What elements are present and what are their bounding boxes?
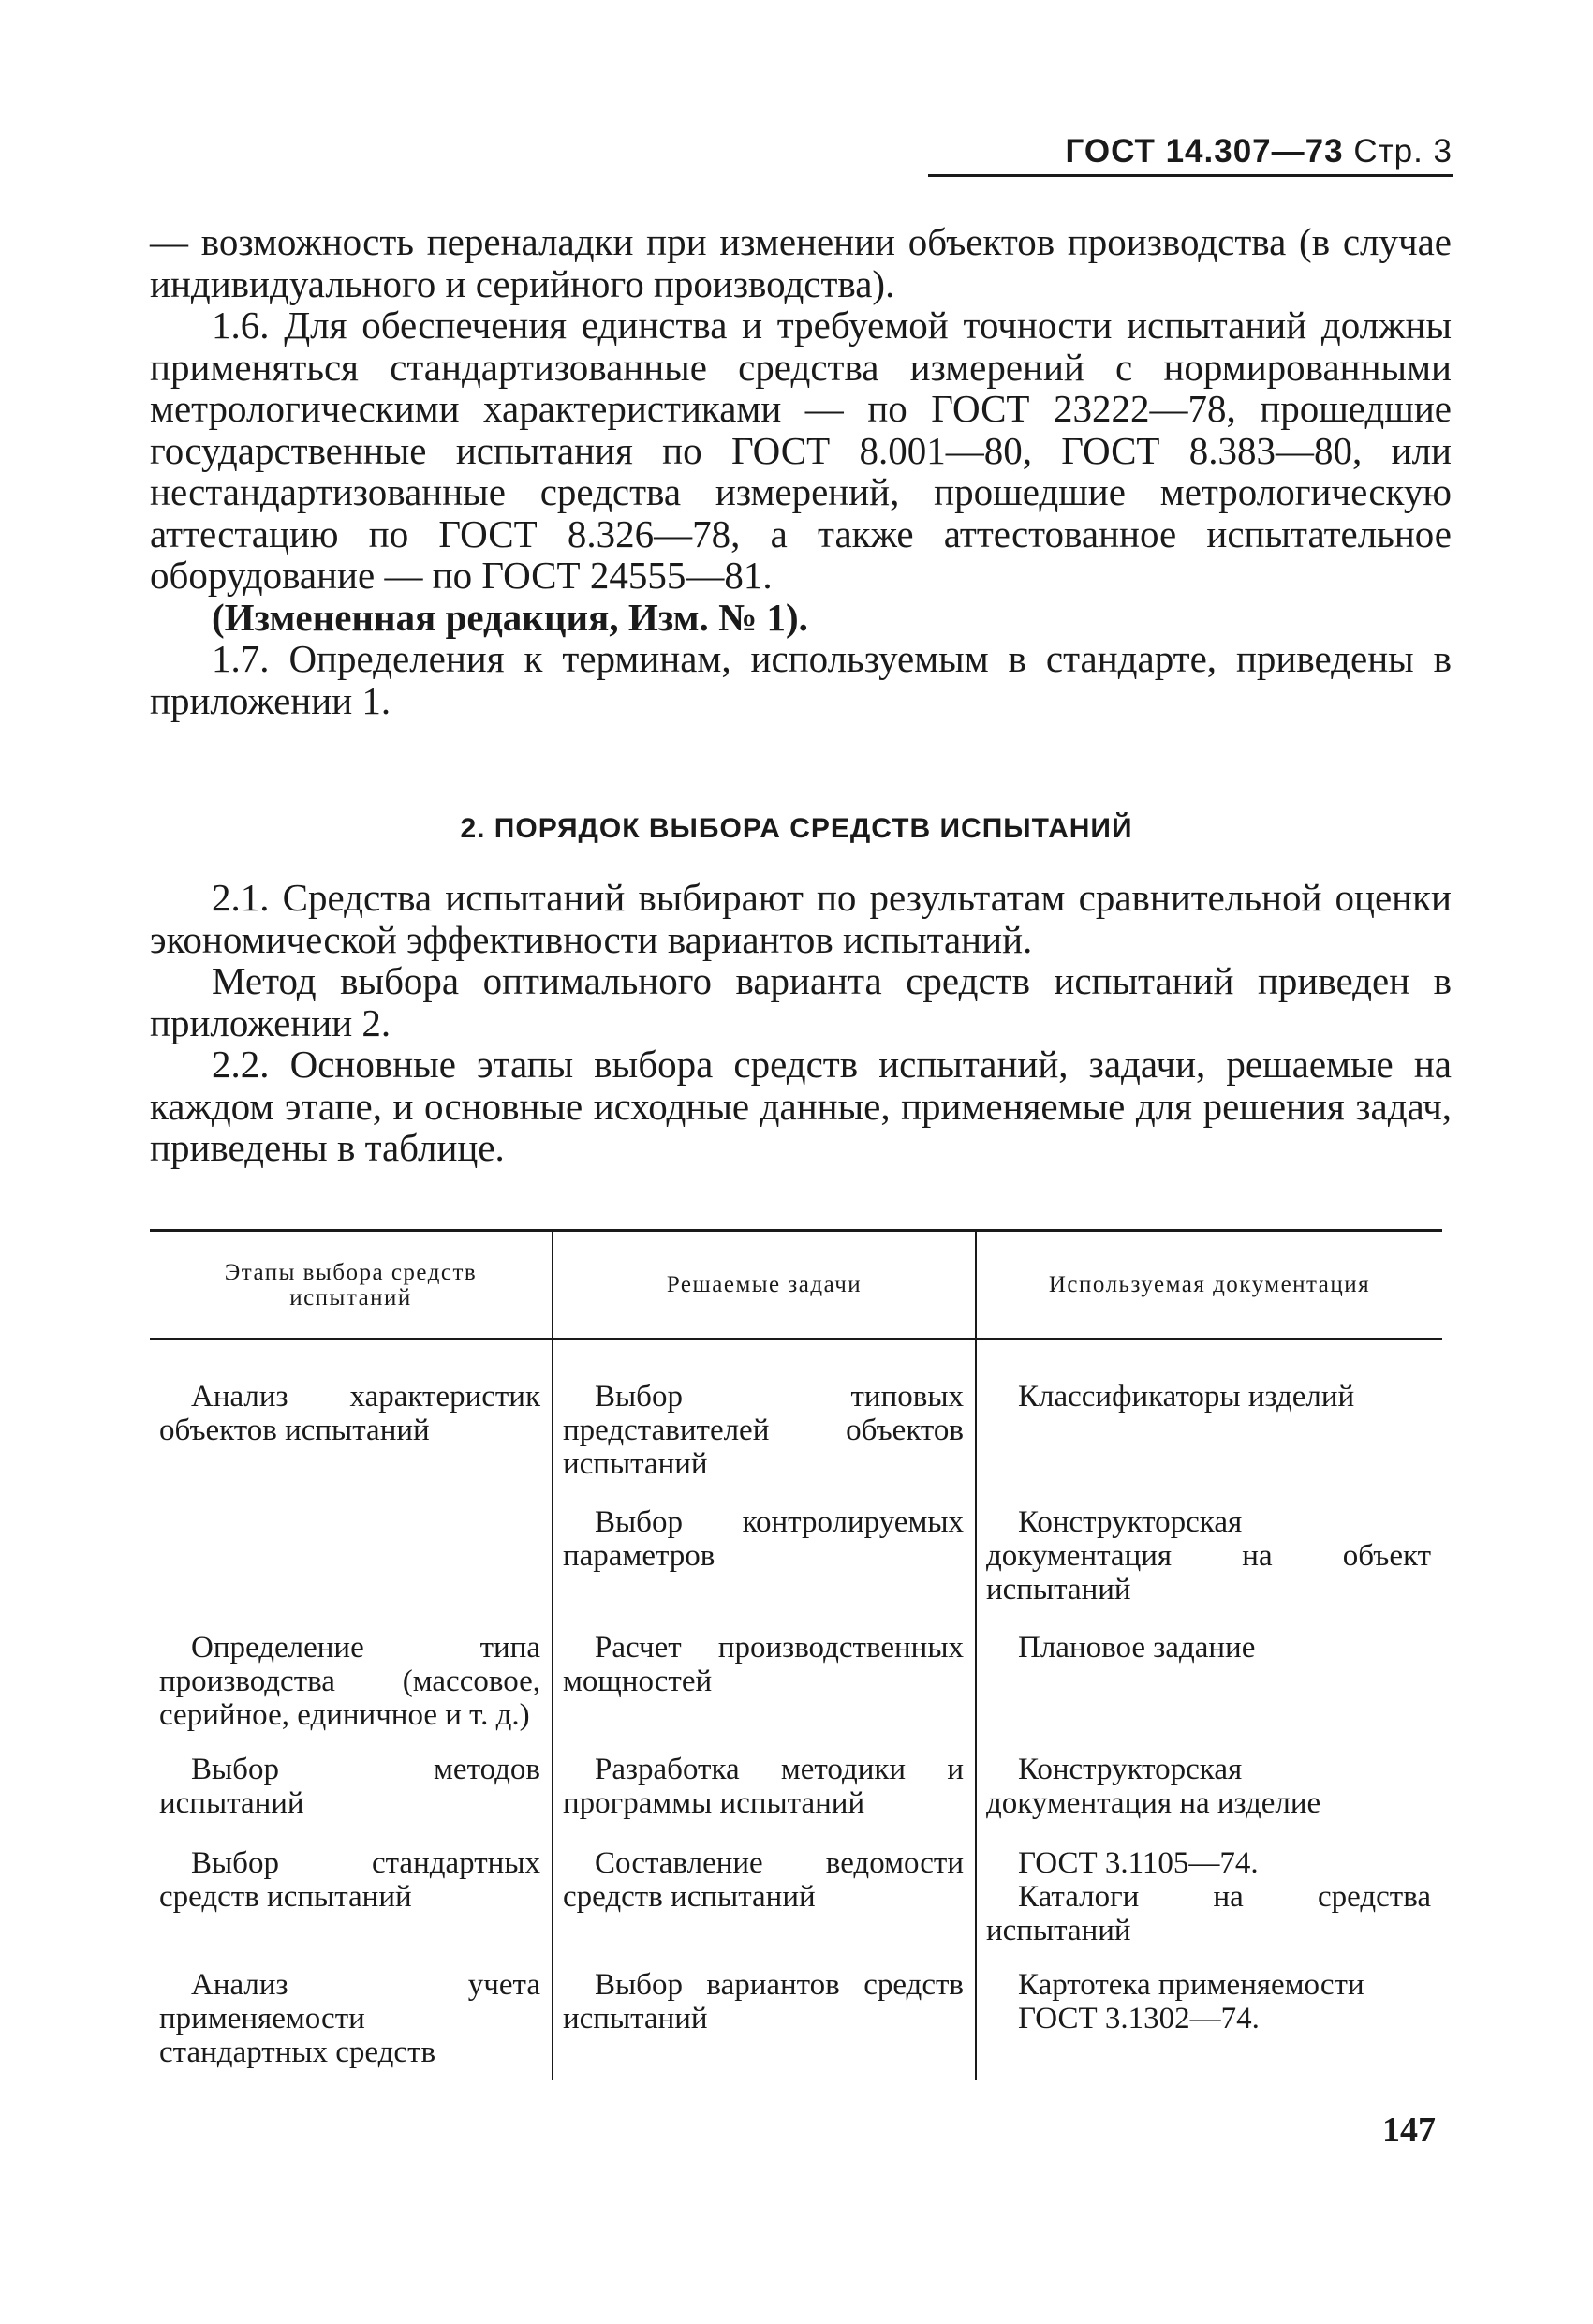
- task-text: Выбор типовых представителей объектов испытаний: [563, 1380, 964, 1481]
- column-header-stages: Этапы выбора средств испытаний: [224, 1259, 478, 1310]
- paragraph-1-7: 1.7. Определения к терминам, используемым в стандарте, приведены в приложении 1.: [150, 637, 1452, 722]
- column-header-documentation: Используемая документация: [976, 1231, 1442, 1340]
- stage-text: Анализ характеристик объектов испытаний: [159, 1380, 540, 1447]
- task-cell: [553, 1846, 976, 1968]
- task-text: Выбор контролируемых параметров: [563, 1505, 964, 1573]
- stage-cell: [150, 1631, 553, 1753]
- stage-text: Выбор стандартных средств испытаний: [159, 1846, 540, 1914]
- page-header: [928, 133, 1453, 177]
- task-cell: [553, 1340, 976, 1506]
- table-header-row: [150, 1231, 1442, 1340]
- doc-text: Конструкторская документация на изделие: [986, 1753, 1321, 1820]
- stage-text: Выбор методов испытаний: [159, 1753, 540, 1820]
- column-header-tasks: Решаемые задачи: [553, 1231, 976, 1340]
- body-text-section: [150, 877, 1452, 1169]
- stage-text: Определение типа производства (массовое, серийное, единичное и т. д.): [159, 1631, 540, 1732]
- doc-cell: [976, 1968, 1442, 2080]
- doc-text: ГОСТ 3.1105—74.: [1018, 1846, 1259, 1880]
- task-cell: [553, 1505, 976, 1631]
- doc-cell: [976, 1846, 1442, 1968]
- table-row: [150, 1968, 1442, 2080]
- doc-text-extra: ГОСТ 3.1302—74.: [1018, 2002, 1260, 2035]
- paragraph-amendment: (Измененная редакция, Изм. № 1).: [212, 595, 808, 639]
- paragraph-2-1: 2.1. Средства испытаний выбирают по результатам сравнительной оценки экономической эффективности вариантов испытаний.: [150, 876, 1452, 961]
- paragraph-2-2: 2.2. Основные этапы выбора средств испытаний, задачи, решаемые на каждом этапе, и основные исходные данные, применяемые для решения задач, приведены в таблице.: [150, 1043, 1452, 1169]
- doc-cell: [976, 1631, 1442, 1753]
- doc-cell: [976, 1753, 1442, 1846]
- task-cell: [553, 1631, 976, 1753]
- table-row: [150, 1753, 1442, 1846]
- doc-cell: [976, 1340, 1442, 1506]
- task-text: Разработка методики и программы испытаний: [563, 1753, 964, 1820]
- doc-text-extra: Каталоги на средства испытаний: [986, 1880, 1431, 1947]
- doc-text: Картотека применяемости: [1018, 1968, 1364, 2002]
- section-title: 2. ПОРЯДОК ВЫБОРА СРЕДСТВ ИСПЫТАНИЙ: [460, 813, 1133, 844]
- selection-stages-table: [150, 1229, 1442, 2080]
- doc-text: Конструкторская документация на объект испытаний: [986, 1505, 1431, 1606]
- task-text: Выбор вариантов средств испытаний: [563, 1968, 964, 2035]
- stage-cell: [150, 1968, 553, 2080]
- stage-cell: [150, 1505, 553, 1631]
- table-row: [150, 1631, 1442, 1753]
- body-text-top: [150, 221, 1452, 721]
- task-text: Расчет производственных мощностей: [563, 1631, 964, 1698]
- stage-text: Анализ учета применяемости стандартных средств: [159, 1968, 540, 2069]
- paragraph-capability: — возможность переналадки при изменении объектов производства (в случае индивидуального и серийного производства).: [150, 220, 1452, 305]
- table-row: [150, 1340, 1442, 1506]
- task-cell: [553, 1753, 976, 1846]
- stage-cell: [150, 1753, 553, 1846]
- doc-cell: [976, 1505, 1442, 1631]
- doc-text: Классификаторы изделий: [1018, 1380, 1355, 1414]
- page-number: 147: [1382, 2110, 1436, 2150]
- table-row: [150, 1846, 1442, 1968]
- table-row: [150, 1505, 1442, 1631]
- header-standard: ГОСТ 14.307—73: [1065, 133, 1344, 170]
- stage-cell: [150, 1340, 553, 1506]
- header-page-label: Стр. 3: [1353, 133, 1453, 170]
- paragraph-1-6: 1.6. Для обеспечения единства и требуемой точности испытаний должны применяться стандартизованные средства измерений с нормированными метрологическими характеристиками — по ГОСТ 23222—78, прошедшие государственные испытания по ГОСТ 8.001—80, ГОСТ 8.383—80, или нестандартизованные средства измерений, прошедшие метрологическую аттестацию по ГОСТ 8.326—78, а также аттестованное испытательное оборудование — по ГОСТ 24555—81.: [150, 303, 1452, 597]
- doc-text: Плановое задание: [1018, 1631, 1256, 1665]
- task-cell: [553, 1968, 976, 2080]
- paragraph-method: Метод выбора оптимального варианта средств испытаний приведен в приложении 2.: [150, 959, 1452, 1044]
- stage-cell: [150, 1846, 553, 1968]
- task-text: Составление ведомости средств испытаний: [563, 1846, 964, 1914]
